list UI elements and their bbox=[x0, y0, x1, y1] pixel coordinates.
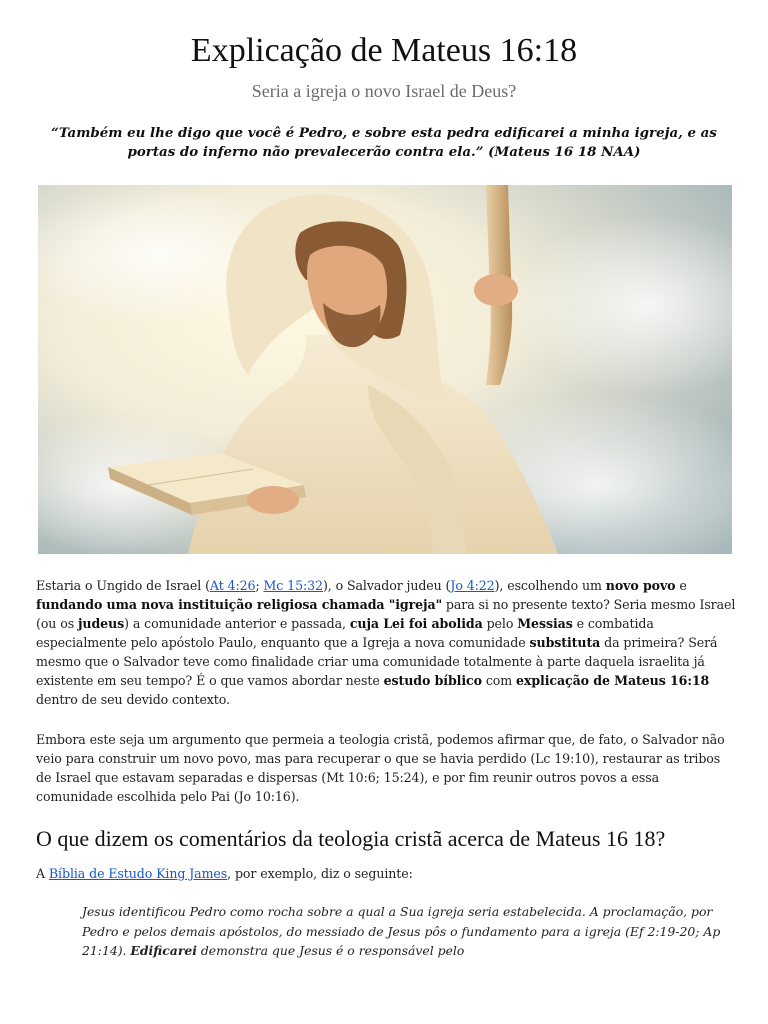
link-at-4-26[interactable]: At 4:26 bbox=[209, 578, 256, 593]
bold-text: Messias bbox=[517, 616, 573, 631]
text-fragment: , por exemplo, diz o seguinte: bbox=[227, 866, 413, 881]
second-paragraph: Embora este seja um argumento que permeia a teologia cristã, podemos afirmar que, de fato, o Salvador não veio para construir um novo povo, mas para recuperar o que se havia perdido (Lc 19:10), restaurar as tribos de Israel que estavam separadas e dispersas (Mt 10:6; 15:24), e por fim reunir outros povos a essa comunidade escolhida pelo Pai (Jo 10:16). bbox=[36, 732, 725, 804]
link-jo-4-22[interactable]: Jo 4:22 bbox=[450, 578, 495, 593]
text-fragment: pelo bbox=[482, 616, 518, 631]
link-mc-15-32[interactable]: Mc 15:32 bbox=[263, 578, 323, 593]
text-fragment: ) a comunidade anterior e passada, bbox=[124, 616, 350, 631]
page-subtitle: Seria a igreja o novo Israel de Deus? bbox=[251, 81, 517, 101]
text-fragment: dentro de seu devido contexto. bbox=[36, 692, 230, 707]
bold-text: Edificarei bbox=[130, 943, 197, 958]
text-fragment: com bbox=[481, 673, 517, 688]
hero-image bbox=[38, 185, 732, 554]
bold-text: novo povo bbox=[605, 578, 676, 593]
intro-paragraph bbox=[36, 576, 736, 709]
bold-text: fundando uma nova instituição religiosa chamada "igreja" bbox=[36, 597, 443, 612]
text-fragment: e combatida especialmente pelo apóstolo Paulo, enquanto que a Igreja a nova comunidade bbox=[36, 616, 654, 650]
bold-text: estudo bíblico bbox=[383, 673, 482, 688]
text-fragment: da primeira? Será mesmo que o Salvador teve como finalidade criar uma comunidade totalmente à parte daquela israelita já existente em seu tempo? É o que vamos abordar neste bbox=[36, 635, 718, 688]
page-title: Explicação de Mateus 16:18 bbox=[190, 32, 578, 69]
section-heading: O que dizem os comentários da teologia cristã acerca de Mateus 16 18? bbox=[36, 826, 666, 851]
jesus-with-book-and-staff-illustration bbox=[38, 185, 732, 554]
link-biblia-king-james[interactable]: Bíblia de Estudo King James bbox=[48, 866, 228, 881]
commentary-blockquote bbox=[82, 902, 722, 961]
bold-text: substituta bbox=[529, 635, 601, 650]
text-fragment: e bbox=[675, 578, 687, 593]
source-paragraph bbox=[36, 864, 736, 883]
epigraph-quote: “Também eu lhe digo que você é Pedro, e sobre esta pedra edificarei a minha igreja, e as portas do inferno não prevalecerão contra ela.” (Mateus 16 18 NAA) bbox=[51, 125, 717, 160]
text-fragment: demonstra que Jesus é o responsável pelo bbox=[196, 943, 465, 958]
text-fragment: ; bbox=[255, 578, 264, 593]
text-fragment: Jesus identificou Pedro como rocha sobre a qual a Sua igreja seria estabelecida. A proclamação, por Pedro e pelos demais apóstolos, do messiado de Jesus pôs o fundamento para a igreja (Ef 2:19-20; Ap 21:14). bbox=[82, 904, 721, 958]
text-fragment: ), o Salvador judeu ( bbox=[322, 578, 451, 593]
bold-text: judeus bbox=[77, 616, 125, 631]
text-fragment: Estaria o Ungido de Israel ( bbox=[36, 578, 210, 593]
bold-text: explicação de Mateus 16:18 bbox=[516, 673, 710, 688]
text-fragment: para si no presente texto? Seria mesmo Israel (ou os bbox=[36, 597, 736, 631]
bold-text: cuja Lei foi abolida bbox=[349, 616, 483, 631]
text-fragment: ), escolhendo um bbox=[494, 578, 606, 593]
text-fragment: A bbox=[36, 866, 49, 881]
